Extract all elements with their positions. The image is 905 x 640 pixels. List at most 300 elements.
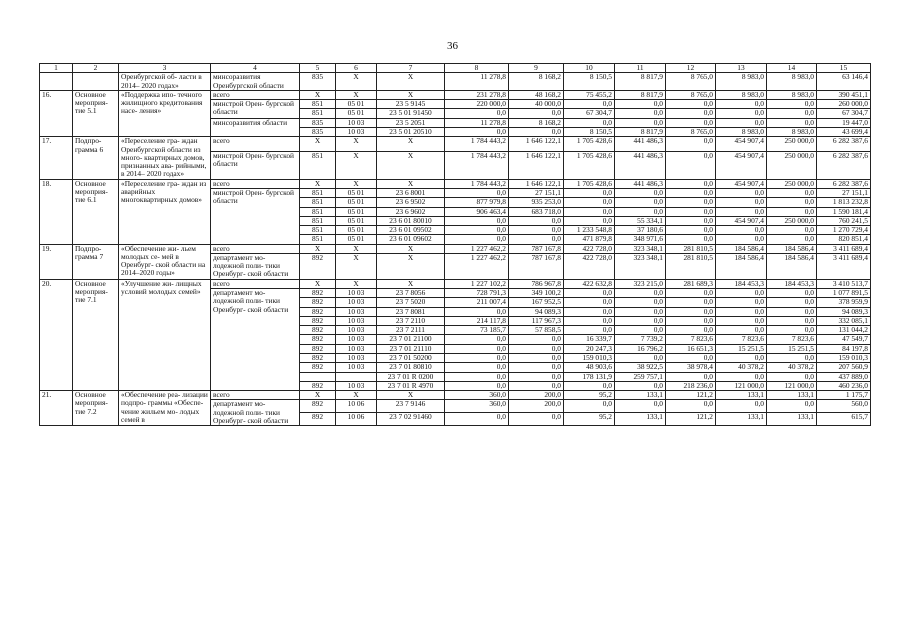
code-cell: Х	[377, 279, 445, 288]
amount-cell: 323 348,1	[615, 244, 666, 253]
executor: минстрой Орен- бургской области	[211, 100, 300, 119]
code-cell: 10 03	[336, 381, 377, 390]
amount-cell: 1 784 443,2	[445, 179, 509, 188]
amount-cell: 0,0	[666, 109, 716, 118]
code-cell: 10 03	[336, 335, 377, 344]
column-number: 7	[377, 64, 445, 73]
amount-cell: 360,0	[445, 391, 509, 400]
amount-cell: 38 978,4	[666, 363, 716, 372]
amount-cell: 323 215,0	[615, 279, 666, 288]
column-number: 14	[767, 64, 817, 73]
amount-cell: 454 907,4	[716, 151, 767, 179]
amount-cell: 38 922,5	[615, 363, 666, 372]
amount-cell: 0,0	[716, 400, 767, 413]
amount-cell: 7 823,6	[767, 335, 817, 344]
code-cell: Х	[336, 253, 377, 279]
amount-cell: 0,0	[767, 207, 817, 216]
amount-cell: 15 251,5	[767, 344, 817, 353]
amount-cell: 0,0	[564, 298, 615, 307]
amount-cell: 1 813 232,8	[817, 198, 871, 207]
amount-cell: 760 241,5	[817, 216, 871, 225]
amount-cell: 0,0	[767, 118, 817, 127]
amount-cell: 133,1	[615, 413, 666, 426]
amount-cell: 167 952,5	[509, 298, 564, 307]
amount-cell: 0,0	[716, 198, 767, 207]
amount-cell: 6 282 387,6	[817, 137, 871, 152]
code-cell: Х	[377, 151, 445, 179]
executor: минсоразвития Оренбургской области	[211, 73, 300, 91]
amount-cell: 0,0	[509, 381, 564, 390]
amount-cell: 560,0	[817, 400, 871, 413]
amount-cell: 0,0	[615, 289, 666, 298]
amount-cell: 8 168,2	[509, 73, 564, 91]
amount-cell: 121,2	[666, 391, 716, 400]
code-cell: 10 03	[336, 307, 377, 316]
amount-cell: 11 278,8	[445, 73, 509, 91]
code-cell: Х	[300, 244, 336, 253]
amount-cell: 786 967,8	[509, 279, 564, 288]
code-cell: 892	[300, 335, 336, 344]
code-cell: Х	[336, 244, 377, 253]
amount-cell: 0,0	[716, 372, 767, 381]
amount-cell: 0,0	[666, 326, 716, 335]
amount-cell: 94 089,3	[509, 307, 564, 316]
amount-cell: 0,0	[615, 207, 666, 216]
amount-cell: 0,0	[445, 344, 509, 353]
amount-cell: 8 765,0	[666, 90, 716, 99]
column-number: 12	[666, 64, 716, 73]
amount-cell: 281 689,3	[666, 279, 716, 288]
amount-cell: 27 151,1	[817, 188, 871, 197]
amount-cell: 0,0	[767, 100, 817, 109]
table-row	[40, 279, 871, 288]
code-cell: Х	[300, 391, 336, 400]
code-cell: 10 03	[336, 363, 377, 372]
code-cell: 10 03	[336, 118, 377, 127]
code-cell: Х	[300, 90, 336, 99]
amount-cell: 184 586,4	[716, 244, 767, 253]
row-number: 17.	[40, 137, 73, 179]
amount-cell: 454 907,4	[716, 137, 767, 152]
table-row	[40, 179, 871, 188]
amount-cell: 0,0	[666, 307, 716, 316]
amount-cell: 0,0	[564, 289, 615, 298]
amount-cell: 0,0	[615, 118, 666, 127]
amount-cell: 200,0	[509, 391, 564, 400]
code-cell: 23 7 5020	[377, 298, 445, 307]
amount-cell: 0,0	[767, 307, 817, 316]
amount-cell: 48 168,2	[509, 90, 564, 99]
code-cell	[300, 372, 336, 381]
amount-cell: 218 236,0	[666, 381, 716, 390]
code-cell: 23 6 9602	[377, 207, 445, 216]
amount-cell: 0,0	[716, 188, 767, 197]
amount-cell: 0,0	[564, 400, 615, 413]
code-cell: Х	[336, 137, 377, 152]
amount-cell: 0,0	[666, 151, 716, 179]
amount-cell: 214 117,8	[445, 316, 509, 325]
amount-cell: 0,0	[767, 226, 817, 235]
amount-cell: 0,0	[509, 363, 564, 372]
amount-cell: 1 175,7	[817, 391, 871, 400]
amount-cell: 178 131,9	[564, 372, 615, 381]
code-cell: 835	[300, 127, 336, 136]
column-number: 1	[40, 64, 73, 73]
amount-cell: 0,0	[666, 289, 716, 298]
amount-cell: 1 784 443,2	[445, 137, 509, 152]
code-cell: 10 03	[336, 354, 377, 363]
amount-cell: 0,0	[666, 118, 716, 127]
amount-cell: 0,0	[666, 100, 716, 109]
column-number: 9	[509, 64, 564, 73]
amount-cell: 19 447,0	[817, 118, 871, 127]
code-cell: 892	[300, 326, 336, 335]
item-type: Подпро- грамма 6	[73, 137, 119, 179]
amount-cell: 8 983,0	[716, 127, 767, 136]
amount-cell: 906 463,4	[445, 207, 509, 216]
amount-cell: 0,0	[564, 381, 615, 390]
amount-cell: 250 000,0	[767, 137, 817, 152]
code-cell: Х	[336, 90, 377, 99]
amount-cell: 231 278,8	[445, 90, 509, 99]
amount-cell: 0,0	[666, 216, 716, 225]
budget-table	[39, 63, 871, 426]
code-cell: 23 7 8056	[377, 289, 445, 298]
amount-cell: 1 646 122,1	[509, 179, 564, 188]
amount-cell: 0,0	[716, 100, 767, 109]
amount-cell: 349 100,2	[509, 289, 564, 298]
code-cell: 05 01	[336, 188, 377, 197]
amount-cell: 0,0	[564, 188, 615, 197]
column-number: 5	[300, 64, 336, 73]
amount-cell: 67 304,7	[564, 109, 615, 118]
code-cell: 10 03	[336, 289, 377, 298]
amount-cell: 441 486,3	[615, 179, 666, 188]
amount-cell: 1 077 891,5	[817, 289, 871, 298]
code-cell: 892	[300, 307, 336, 316]
item-type: Основное мероприя- тие 7.2	[73, 391, 119, 426]
code-cell: Х	[377, 137, 445, 152]
amount-cell: 0,0	[615, 198, 666, 207]
amount-cell: 20 247,3	[564, 344, 615, 353]
amount-cell: 37 180,6	[615, 226, 666, 235]
amount-cell: 441 486,3	[615, 137, 666, 152]
code-cell: 851	[300, 226, 336, 235]
amount-cell: 8 765,0	[666, 127, 716, 136]
amount-cell: 117 967,3	[509, 316, 564, 325]
code-cell: 835	[300, 118, 336, 127]
amount-cell: 63 146,4	[817, 73, 871, 91]
amount-cell: 0,0	[767, 298, 817, 307]
amount-cell: 1 233 548,8	[564, 226, 615, 235]
amount-cell: 0,0	[716, 307, 767, 316]
code-cell: 23 5 9145	[377, 100, 445, 109]
amount-cell: 0,0	[615, 316, 666, 325]
item-name: «Обеспечение жи- льем молодых се- мей в Оренбург- ской области на 2014–2020 годы»	[119, 244, 211, 279]
column-number-row	[40, 64, 871, 73]
amount-cell: 0,0	[509, 127, 564, 136]
amount-cell: 48 903,6	[564, 363, 615, 372]
amount-cell: 159 010,3	[817, 354, 871, 363]
amount-cell: 0,0	[445, 235, 509, 244]
amount-cell: 820 851,4	[817, 235, 871, 244]
code-cell: 10 06	[336, 413, 377, 426]
row-number: 18.	[40, 179, 73, 244]
code-cell: 10 03	[336, 127, 377, 136]
executor: всего	[211, 179, 300, 188]
amount-cell: 0,0	[666, 207, 716, 216]
amount-cell: 8 983,0	[767, 73, 817, 91]
row-number: 19.	[40, 244, 73, 279]
code-cell: 23 6 01 09602	[377, 235, 445, 244]
code-cell: 05 01	[336, 207, 377, 216]
column-number: 10	[564, 64, 615, 73]
code-cell: 23 5 2051	[377, 118, 445, 127]
code-cell: Х	[377, 253, 445, 279]
amount-cell: 7 823,6	[716, 335, 767, 344]
amount-cell: 121 000,0	[767, 381, 817, 390]
amount-cell: 1 227 102,2	[445, 279, 509, 288]
amount-cell: 0,0	[564, 207, 615, 216]
amount-cell: 0,0	[509, 216, 564, 225]
amount-cell: 332 085,1	[817, 316, 871, 325]
amount-cell: 0,0	[767, 289, 817, 298]
amount-cell: 348 971,6	[615, 235, 666, 244]
code-cell: Х	[377, 90, 445, 99]
amount-cell: 133,1	[767, 391, 817, 400]
amount-cell: 0,0	[767, 109, 817, 118]
code-cell: 851	[300, 216, 336, 225]
code-cell: 892	[300, 381, 336, 390]
amount-cell: 360,0	[445, 400, 509, 413]
amount-cell: 441 486,3	[615, 151, 666, 179]
item-type	[73, 73, 119, 91]
amount-cell: 0,0	[564, 307, 615, 316]
amount-cell: 0,0	[509, 344, 564, 353]
column-number: 15	[817, 64, 871, 73]
executor: минстрой Орен- бургской области	[211, 188, 300, 244]
code-cell: 892	[300, 413, 336, 426]
code-cell: Х	[377, 244, 445, 253]
amount-cell: 133,1	[716, 413, 767, 426]
amount-cell: 0,0	[767, 326, 817, 335]
amount-cell: 0,0	[564, 198, 615, 207]
amount-cell: 0,0	[615, 326, 666, 335]
amount-cell: 75 455,2	[564, 90, 615, 99]
code-cell: 23 5 01 20510	[377, 127, 445, 136]
row-number: 16.	[40, 90, 73, 136]
amount-cell: 0,0	[666, 400, 716, 413]
amount-cell: 281 810,5	[666, 244, 716, 253]
code-cell: 10 03	[336, 298, 377, 307]
amount-cell: 0,0	[615, 400, 666, 413]
item-name: «Поддержка ипо- течного жилищного кредитования насе- ления»	[119, 90, 211, 136]
amount-cell: 8 817,9	[615, 90, 666, 99]
executor: минсоразвития области	[211, 118, 300, 137]
amount-cell: 250 000,0	[767, 216, 817, 225]
amount-cell: 1 705 428,6	[564, 137, 615, 152]
amount-cell: 0,0	[716, 207, 767, 216]
amount-cell: 0,0	[716, 118, 767, 127]
amount-cell: 0,0	[767, 235, 817, 244]
amount-cell: 1 646 122,1	[509, 137, 564, 152]
amount-cell: 8 168,2	[509, 118, 564, 127]
code-cell: 05 01	[336, 226, 377, 235]
executor: департамент мо- лодежной поли- тики Оренбург- ской области	[211, 253, 300, 279]
executor: всего	[211, 244, 300, 253]
amount-cell: 0,0	[716, 326, 767, 335]
amount-cell: 0,0	[564, 216, 615, 225]
amount-cell: 184 453,3	[767, 279, 817, 288]
amount-cell: 15 251,5	[716, 344, 767, 353]
code-cell: 892	[300, 354, 336, 363]
row-number: 21.	[40, 391, 73, 426]
table-row	[40, 137, 871, 152]
code-cell: 23 7 02 91460	[377, 413, 445, 426]
code-cell: 23 7 01 R 0200	[377, 372, 445, 381]
amount-cell: 211 007,4	[445, 298, 509, 307]
amount-cell: 0,0	[716, 235, 767, 244]
amount-cell: 0,0	[509, 354, 564, 363]
amount-cell: 184 586,4	[767, 244, 817, 253]
code-cell: 05 01	[336, 216, 377, 225]
code-cell: Х	[300, 279, 336, 288]
amount-cell: 0,0	[445, 127, 509, 136]
executor: всего	[211, 137, 300, 152]
amount-cell: 8 983,0	[767, 90, 817, 99]
code-cell: Х	[336, 279, 377, 288]
code-cell: 23 6 9502	[377, 198, 445, 207]
amount-cell: 787 167,8	[509, 253, 564, 279]
amount-cell: 184 586,4	[716, 253, 767, 279]
amount-cell: 0,0	[445, 363, 509, 372]
amount-cell: 0,0	[666, 137, 716, 152]
amount-cell: 0,0	[767, 198, 817, 207]
code-cell: 10 06	[336, 400, 377, 413]
item-name: Оренбургской об- ласти в 2014– 2020 годах»	[119, 73, 211, 91]
amount-cell: 0,0	[767, 372, 817, 381]
amount-cell: 84 197,8	[817, 344, 871, 353]
amount-cell: 281 810,5	[666, 253, 716, 279]
code-cell: Х	[377, 73, 445, 91]
row-number: 20.	[40, 279, 73, 390]
amount-cell: 8 983,0	[716, 73, 767, 91]
amount-cell: 250 000,0	[767, 151, 817, 179]
amount-cell: 0,0	[564, 326, 615, 335]
amount-cell: 0,0	[615, 381, 666, 390]
column-number: 4	[211, 64, 300, 73]
amount-cell: 0,0	[509, 413, 564, 426]
amount-cell: 133,1	[767, 413, 817, 426]
code-cell: 23 6 8001	[377, 188, 445, 197]
item-name: «Улучшение жи- лищных условий молодых семей»	[119, 279, 211, 390]
amount-cell: 8 150,5	[564, 127, 615, 136]
amount-cell: 133,1	[716, 391, 767, 400]
amount-cell: 0,0	[716, 354, 767, 363]
amount-cell: 0,0	[509, 372, 564, 381]
code-cell: 23 7 01 80810	[377, 363, 445, 372]
amount-cell: 220 000,0	[445, 100, 509, 109]
amount-cell: 16 651,3	[666, 344, 716, 353]
item-type: Основное мероприя- тие 6.1	[73, 179, 119, 244]
column-number: 3	[119, 64, 211, 73]
code-cell	[336, 372, 377, 381]
column-number: 2	[73, 64, 119, 73]
code-cell: Х	[377, 391, 445, 400]
amount-cell: 3 410 513,7	[817, 279, 871, 288]
amount-cell: 0,0	[509, 335, 564, 344]
item-name: «Переселение гра- ждан Оренбургской области из много- квартирных домов, признанных ава- рийными, в 2014– 2020 годах»	[119, 137, 211, 179]
amount-cell: 43 699,4	[817, 127, 871, 136]
column-number: 11	[615, 64, 666, 73]
amount-cell: 0,0	[509, 226, 564, 235]
executor: минстрой Орен- бургской области	[211, 151, 300, 179]
amount-cell: 207 560,9	[817, 363, 871, 372]
code-cell: 851	[300, 198, 336, 207]
amount-cell: 0,0	[615, 354, 666, 363]
code-cell: Х	[300, 179, 336, 188]
code-cell: 851	[300, 235, 336, 244]
executor: всего	[211, 279, 300, 288]
amount-cell: 6 282 387,6	[817, 179, 871, 188]
table-row	[40, 244, 871, 253]
amount-cell: 615,7	[817, 413, 871, 426]
amount-cell: 7 823,6	[666, 335, 716, 344]
amount-cell: 0,0	[666, 354, 716, 363]
code-cell: Х	[300, 137, 336, 152]
amount-cell: 200,0	[509, 400, 564, 413]
amount-cell: 422 728,0	[564, 244, 615, 253]
item-type: Подпро- грамма 7	[73, 244, 119, 279]
amount-cell: 3 411 689,4	[817, 253, 871, 279]
amount-cell: 16 796,2	[615, 344, 666, 353]
table-row	[40, 391, 871, 400]
amount-cell: 1 227 462,2	[445, 253, 509, 279]
code-cell: 892	[300, 298, 336, 307]
amount-cell: 0,0	[666, 372, 716, 381]
amount-cell: 0,0	[666, 188, 716, 197]
amount-cell: 133,1	[615, 391, 666, 400]
column-number: 13	[716, 64, 767, 73]
amount-cell: 390 451,1	[817, 90, 871, 99]
item-name: «Переселение гра- ждан из аварийных многоквартирных домов»	[119, 179, 211, 244]
amount-cell: 0,0	[445, 354, 509, 363]
amount-cell: 0,0	[767, 188, 817, 197]
amount-cell: 437 889,0	[817, 372, 871, 381]
code-cell: Х	[336, 179, 377, 188]
amount-cell: 0,0	[666, 235, 716, 244]
amount-cell: 67 304,7	[817, 109, 871, 118]
amount-cell: 0,0	[615, 307, 666, 316]
code-cell: 05 01	[336, 235, 377, 244]
code-cell: 23 7 01 21100	[377, 335, 445, 344]
code-cell: Х	[377, 179, 445, 188]
code-cell: 892	[300, 363, 336, 372]
column-number: 8	[445, 64, 509, 73]
amount-cell: 1 705 428,6	[564, 151, 615, 179]
amount-cell: 11 278,8	[445, 118, 509, 127]
amount-cell: 27 151,1	[509, 188, 564, 197]
code-cell: 23 7 8081	[377, 307, 445, 316]
code-cell: 23 7 9146	[377, 400, 445, 413]
amount-cell: 935 253,0	[509, 198, 564, 207]
amount-cell: 40 378,2	[767, 363, 817, 372]
item-name: «Обеспечение реа- лизации подпро- граммы «Обеспе- чение жильем мо- лодых семей в	[119, 391, 211, 426]
amount-cell: 460 236,0	[817, 381, 871, 390]
amount-cell: 471 879,8	[564, 235, 615, 244]
amount-cell: 121,2	[666, 413, 716, 426]
amount-cell: 0,0	[716, 316, 767, 325]
